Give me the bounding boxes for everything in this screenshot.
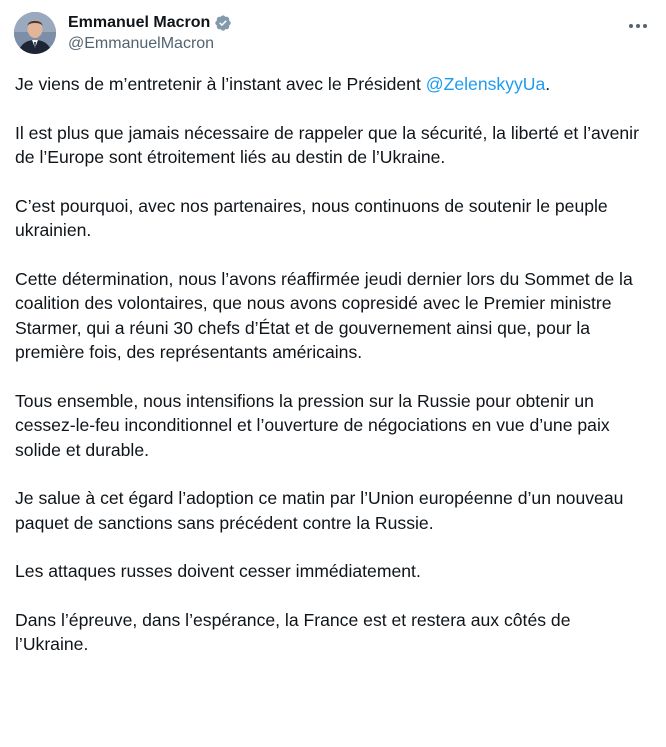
tweet-paragraph-5: Tous ensemble, nous intensifions la pression sur la Russie pour obtenir un cessez-le-feu inconditionnel et l’ouverture de négociations en vue d’une paix solide et durable. <box>15 390 610 460</box>
tweet-paragraph-8: Dans l’épreuve, dans l’espérance, la France est et restera aux côtés de l’Ukraine. <box>15 609 571 654</box>
author-names <box>68 12 232 54</box>
tweet-text <box>15 72 645 681</box>
avatar-image <box>14 12 56 54</box>
tweet-paragraph-3: C’est pourquoi, avec nos partenaires, nous continuons de soutenir le peuple ukrainien. <box>15 195 608 240</box>
avatar[interactable] <box>14 12 56 54</box>
tweet-header <box>14 12 652 56</box>
author-handle[interactable]: @EmmanuelMacron <box>68 35 215 52</box>
tweet-paragraph-4: Cette détermination, nous l’avons réaffirmée jeudi dernier lors du Sommet de la coalition des volontaires, que nous avons copresidé avec le Premier ministre Starmer, qui a réuni 30 chefs d’État et de gouvernement ainsi que, pour la première fois, des représentants américains. <box>15 268 633 362</box>
tweet-paragraph-7: Les attaques russes doivent cesser immédiatement. <box>15 561 421 581</box>
tweet-text-segment: Je viens de m’entretenir à l’instant avec le Président <box>15 74 426 94</box>
verified-badge-icon[interactable] <box>214 14 232 32</box>
more-options-icon[interactable] <box>624 16 652 36</box>
tweet-paragraph-2: Il est plus que jamais nécessaire de rappeler que la sécurité, la liberté et l’avenir de l’Europe sont étroitement liés au destin de l’Ukraine. <box>15 122 639 167</box>
tweet-paragraph-1 <box>15 72 645 97</box>
tweet-paragraph-6: Je salue à cet égard l’adoption ce matin par l’Union européenne d’un nouveau paquet de sanctions sans précédent contre la Russie. <box>15 488 624 533</box>
display-name[interactable]: Emmanuel Macron <box>68 14 211 31</box>
mention-link[interactable]: @ZelenskyyUa <box>425 74 546 94</box>
display-name-row <box>68 12 232 34</box>
tweet-text-segment: . <box>545 74 551 94</box>
